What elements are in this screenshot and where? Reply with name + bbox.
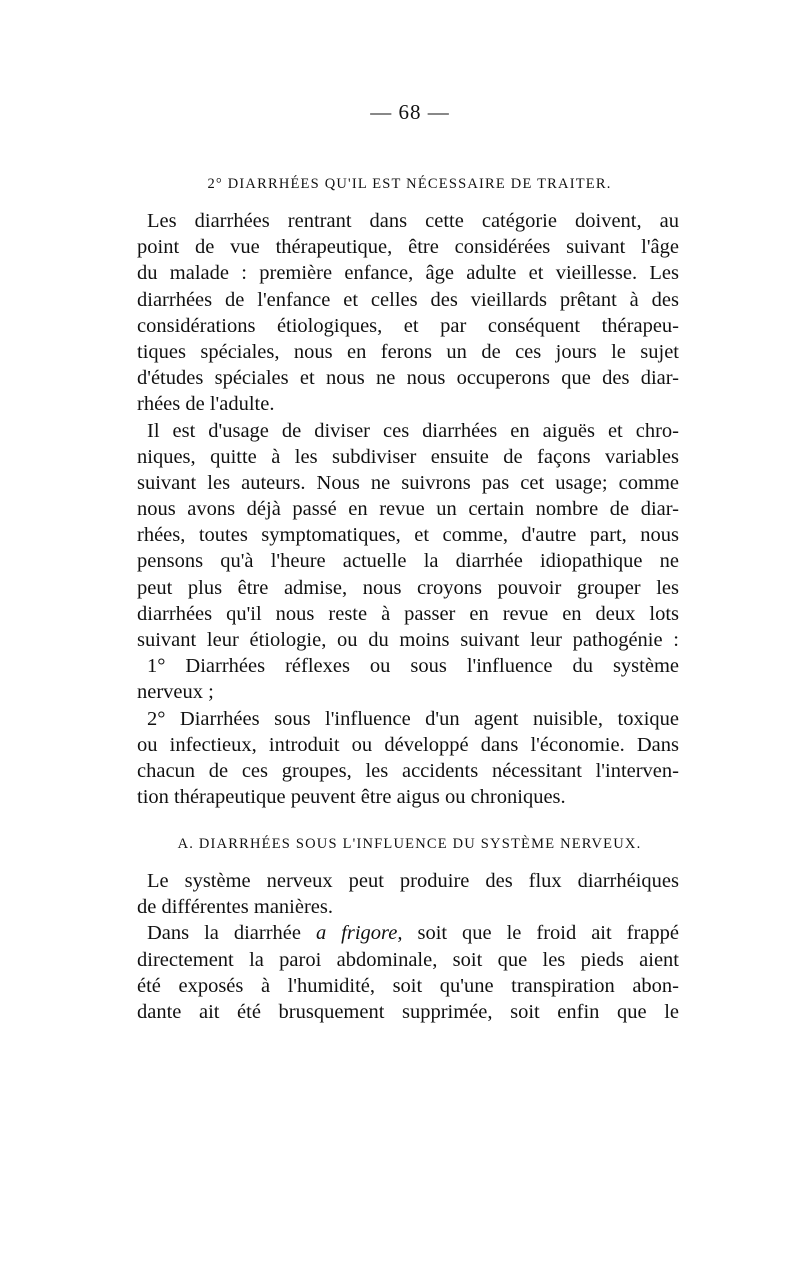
text-line: été exposés à l'humidité, soit qu'une transpiration abon- [137, 974, 679, 997]
text-line: rhées de l'adulte. [137, 393, 275, 416]
italic-term: a frigore, [315, 922, 403, 945]
text-line: nerveux ; [137, 681, 214, 704]
text-segment: soit que le froid ait frappé [402, 922, 679, 945]
text-line: 2° Diarrhées sous l'influence d'un agent nuisible, toxique [147, 707, 679, 730]
text-line: Les diarrhées rentrant dans cette catégorie doivent, au [147, 210, 679, 232]
text-line: Il est d'usage de diviser ces diarrhées en aiguës et chro- [147, 419, 679, 442]
section-2-body [137, 208, 679, 810]
text-line: diarrhées de l'enfance et celles des vieillards prêtant à des [137, 288, 679, 311]
section-heading-2: 2° DIARRHÉES QU'IL EST NÉCESSAIRE DE TRAITER. [207, 176, 612, 192]
text-segment: Dans la diarrhée [147, 922, 316, 945]
text-line: tion thérapeutique peuvent être aigus ou chroniques. [137, 786, 566, 809]
page-number: — 68 — [370, 100, 450, 124]
text-line: de différentes manières. [137, 896, 333, 919]
text-line: d'études spéciales et nous ne nous occuperons que des diar- [137, 367, 679, 390]
text-line: du malade : première enfance, âge adulte et vieillesse. Les [137, 262, 679, 285]
text-line: chacun de ces groupes, les accidents nécessitant l'interven- [137, 759, 679, 782]
text-line: directement la paroi abdominale, soit que les pieds aient [137, 948, 679, 971]
text-line: ou infectieux, introduit ou développé dans l'économie. Dans [137, 733, 679, 756]
text-line: considérations étiologiques, et par conséquent thérapeu- [137, 314, 679, 337]
section-heading-a: A. DIARRHÉES SOUS L'INFLUENCE DU SYSTÈME NERVEUX. [177, 836, 642, 852]
text-line: niques, quitte à les subdiviser ensuite de façons variables [137, 445, 679, 468]
text-line: nous avons déjà passé en revue un certain nombre de diar- [137, 498, 679, 521]
text-line: dante ait été brusquement supprimée, soit enfin que le [137, 1000, 679, 1023]
text-line-with-italic [137, 920, 679, 946]
text-line: tiques spéciales, nous en ferons un de ces jours le sujet [137, 340, 679, 363]
text-line: Le système nerveux peut produire des flux diarrhéiques [147, 870, 679, 892]
section-a-body [137, 868, 679, 1025]
text-line: point de vue thérapeutique, être considérées suivant l'âge [137, 236, 679, 259]
text-line: 1° Diarrhées réflexes ou sous l'influence du système [147, 655, 679, 678]
text-line: peut plus être admise, nous croyons pouvoir grouper les [137, 576, 679, 599]
text-line: diarrhées qu'il nous reste à passer en revue en deux lots [137, 602, 679, 625]
text-line: suivant leur étiologie, ou du moins suivant leur pathogénie : [137, 629, 679, 651]
text-line: suivant les auteurs. Nous ne suivrons pas cet usage; comme [137, 471, 679, 494]
text-line: rhées, toutes symptomatiques, et comme, d'autre part, nous [137, 524, 679, 547]
text-line: pensons qu'à l'heure actuelle la diarrhée idiopathique ne [137, 550, 679, 573]
